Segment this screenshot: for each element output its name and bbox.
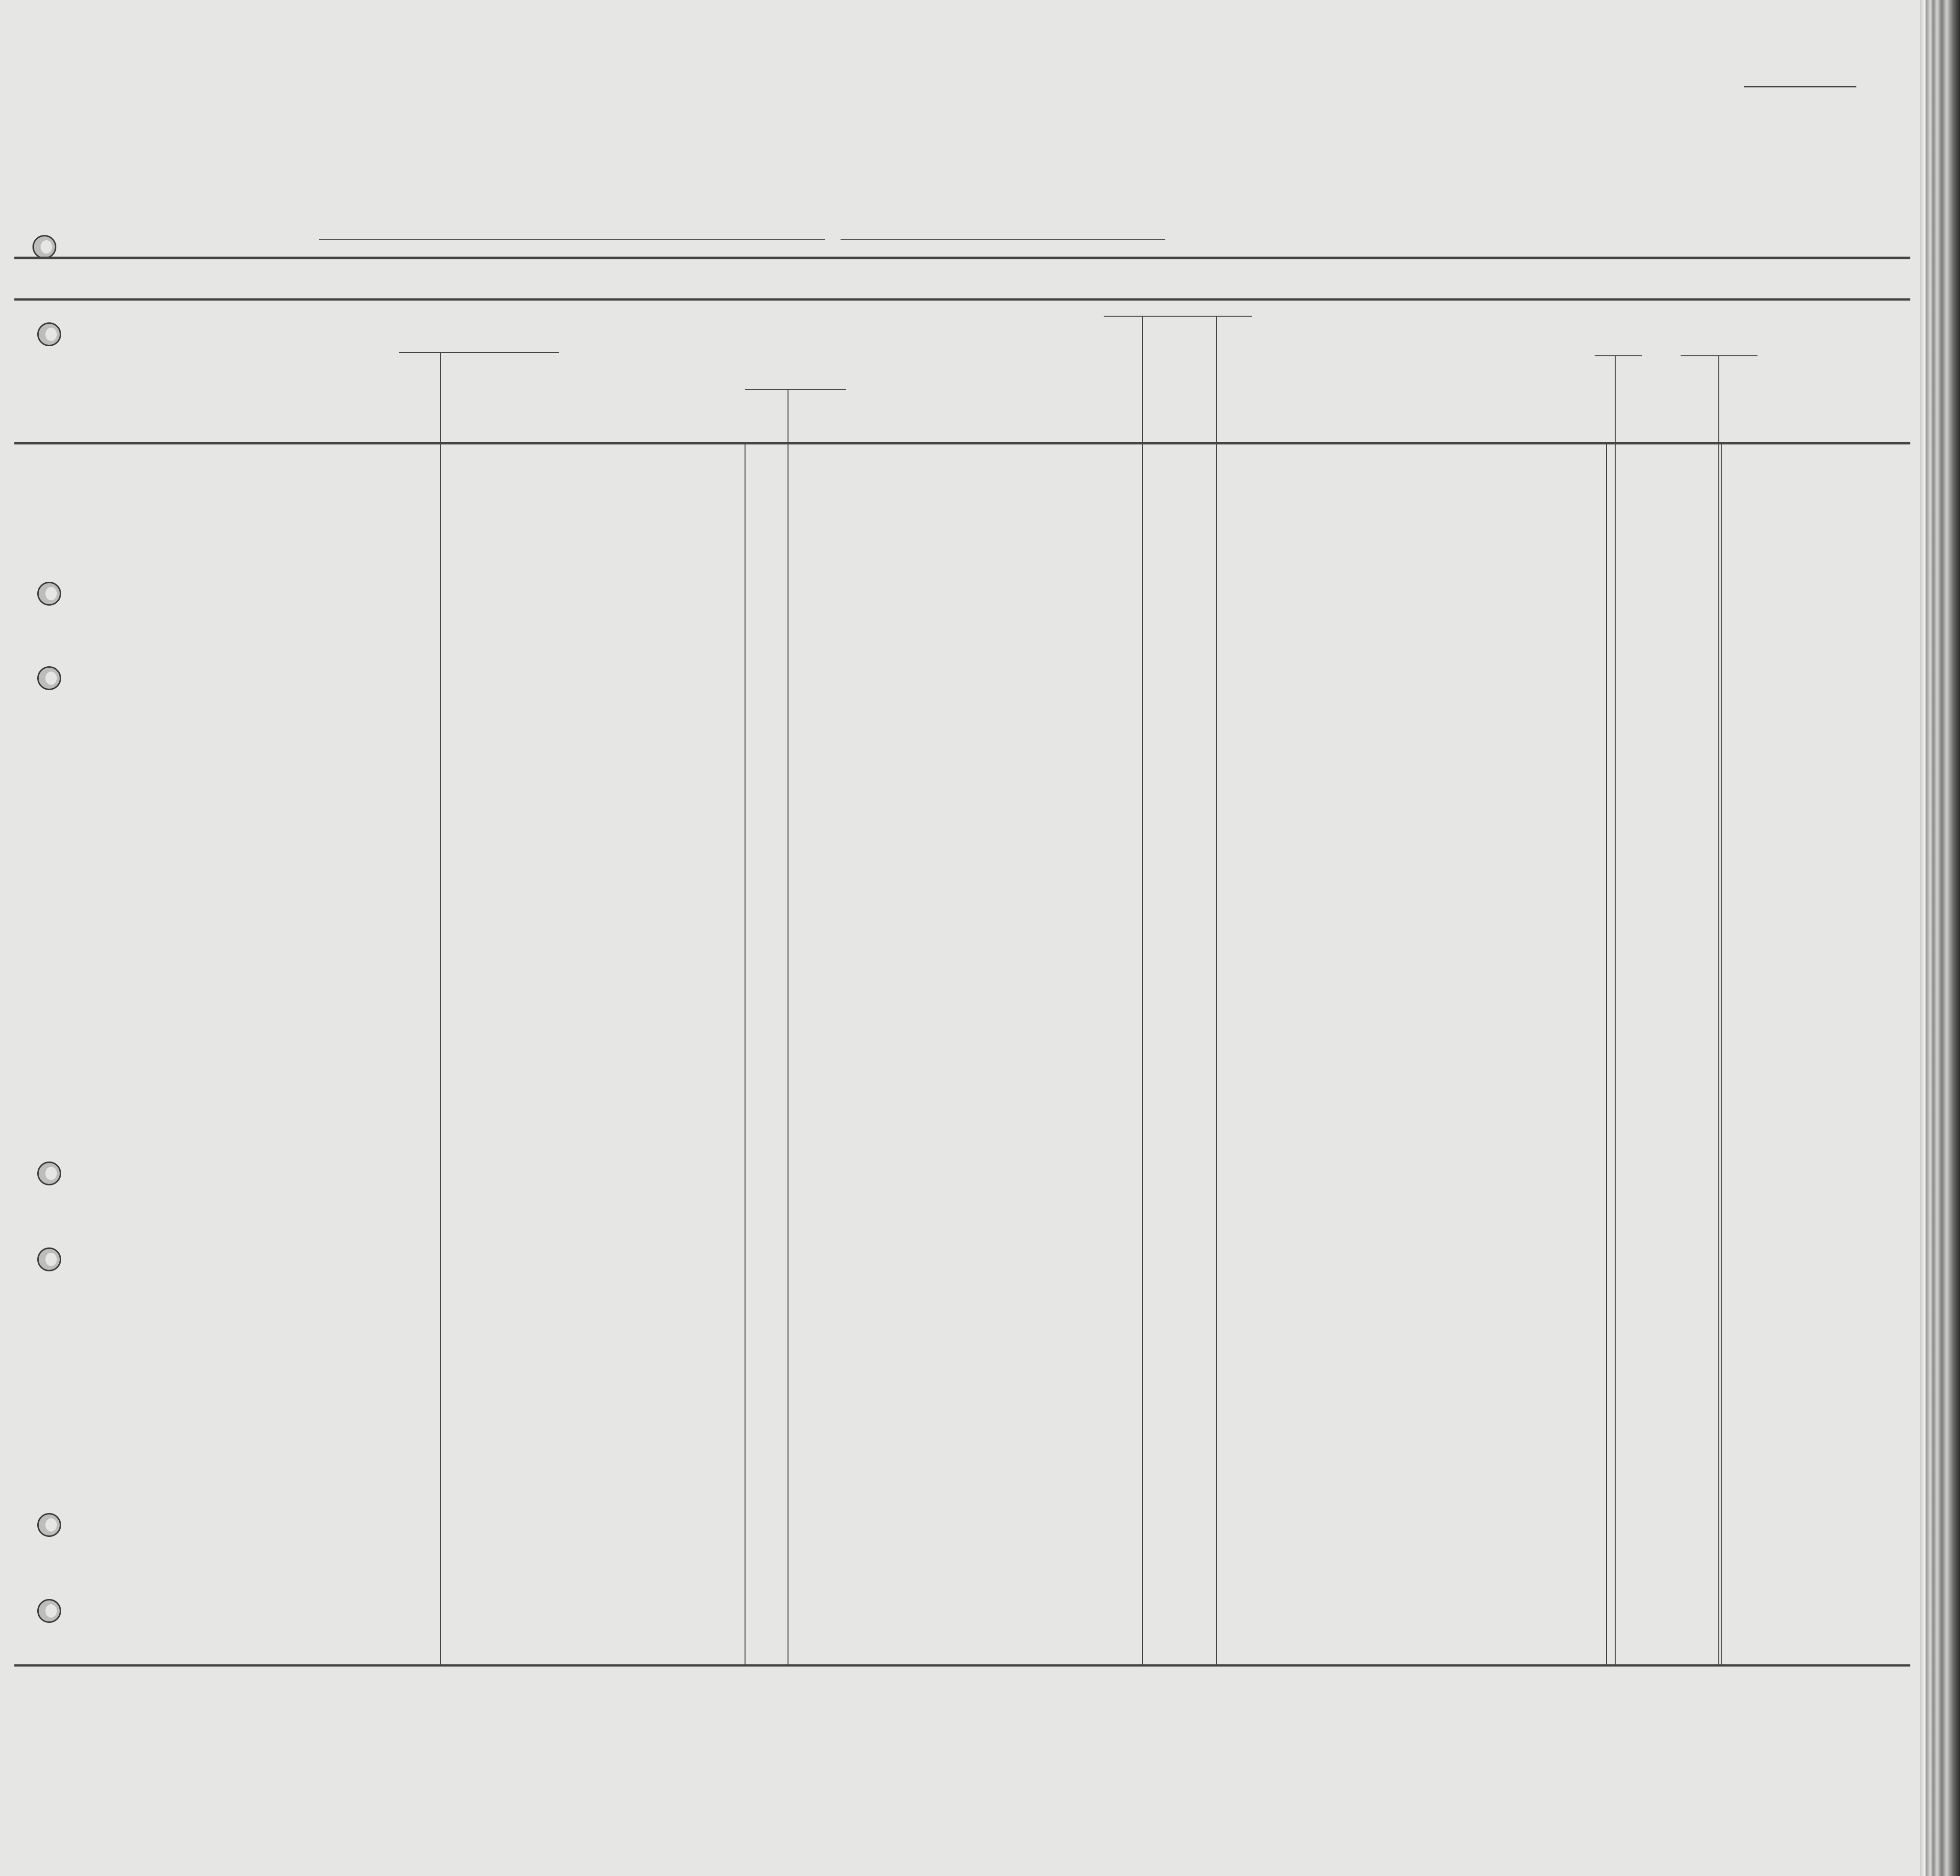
- grid-lines: [14, 258, 1910, 1665]
- page-edge: [1920, 0, 1960, 1876]
